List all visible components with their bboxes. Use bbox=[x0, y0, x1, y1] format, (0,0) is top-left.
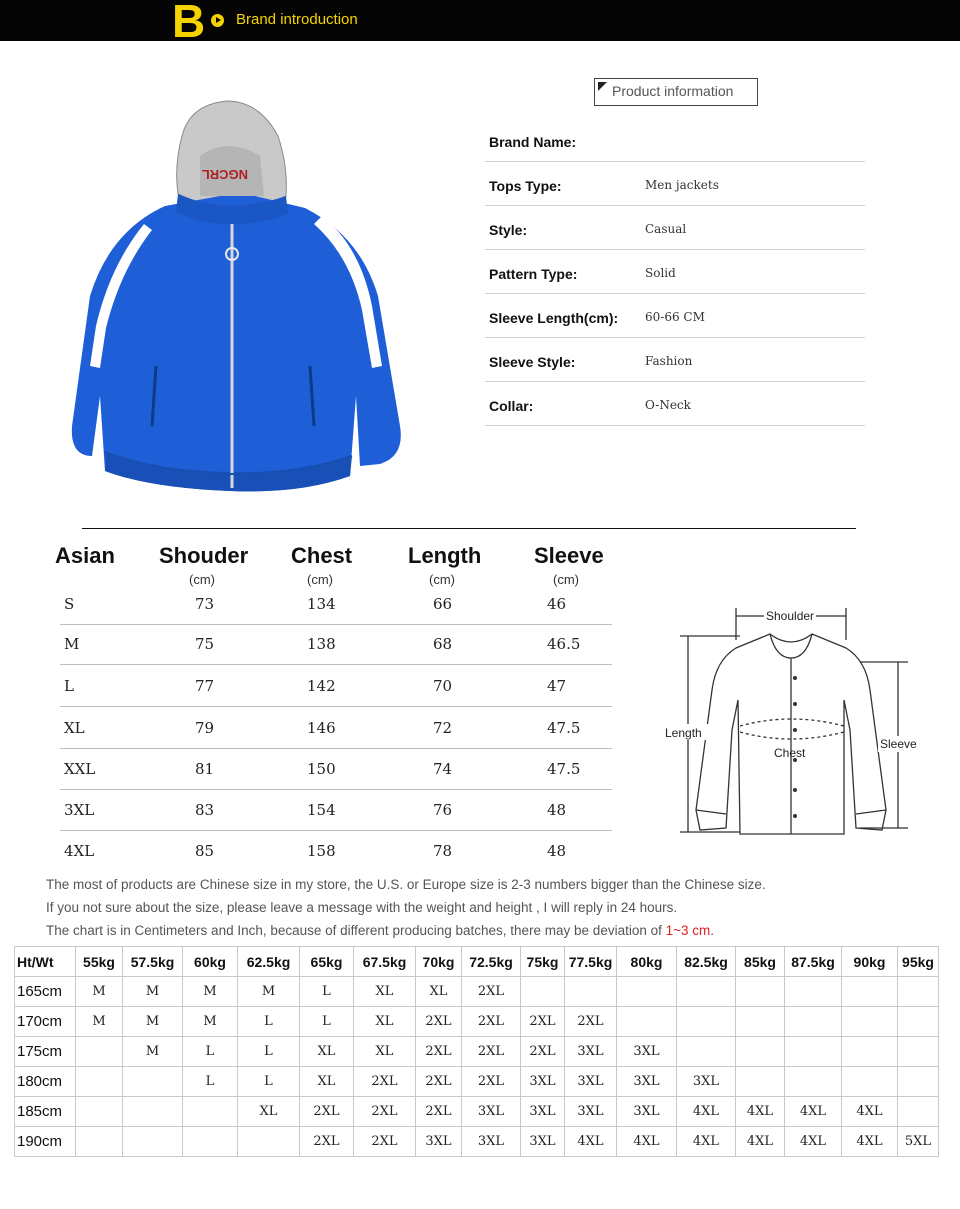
size-cell: 4XL bbox=[842, 1127, 898, 1157]
size-cell: 4XL bbox=[785, 1097, 842, 1127]
size-value: 73 bbox=[195, 595, 215, 613]
size-cell bbox=[736, 1037, 785, 1067]
size-cell: 2XL bbox=[521, 1037, 565, 1067]
size-cell: 3XL bbox=[416, 1127, 462, 1157]
size-cell: XL bbox=[354, 1037, 416, 1067]
weight-header: 90kg bbox=[842, 947, 898, 977]
weight-header: 72.5kg bbox=[462, 947, 521, 977]
size-cell: M bbox=[76, 1007, 123, 1037]
size-unit: (cm) bbox=[429, 572, 455, 587]
size-cell bbox=[521, 977, 565, 1007]
size-cell bbox=[842, 1007, 898, 1037]
size-cell: L bbox=[238, 1037, 300, 1067]
spec-row bbox=[485, 294, 865, 338]
weight-header: 67.5kg bbox=[354, 947, 416, 977]
spec-row bbox=[485, 338, 865, 382]
size-row bbox=[60, 749, 612, 790]
size-cell: 4XL bbox=[677, 1127, 736, 1157]
size-cell: 4XL bbox=[736, 1127, 785, 1157]
spec-value: Casual bbox=[645, 222, 687, 236]
size-value: 70 bbox=[433, 677, 453, 695]
height-label: 165cm bbox=[15, 977, 76, 1007]
size-label: 3XL bbox=[64, 801, 95, 819]
size-value: 46 bbox=[547, 595, 567, 613]
spec-value: Men jackets bbox=[645, 178, 719, 192]
size-value: 146 bbox=[307, 719, 336, 737]
size-cell: 3XL bbox=[565, 1067, 617, 1097]
size-cell: 4XL bbox=[842, 1097, 898, 1127]
header-letter: B bbox=[172, 0, 206, 47]
size-cell: M bbox=[183, 977, 238, 1007]
size-header-chest: Chest bbox=[291, 543, 353, 568]
size-value: 142 bbox=[307, 677, 336, 695]
size-value: 46.5 bbox=[547, 635, 581, 653]
size-value: 68 bbox=[433, 635, 453, 653]
product-info-title bbox=[594, 78, 758, 106]
size-header-length: Length bbox=[408, 543, 482, 568]
size-cell bbox=[898, 1007, 939, 1037]
table-row bbox=[15, 1127, 939, 1157]
size-row bbox=[60, 831, 612, 872]
size-cell bbox=[785, 1007, 842, 1037]
size-cell: 3XL bbox=[565, 1097, 617, 1127]
size-value: 74 bbox=[433, 760, 453, 778]
size-cell bbox=[736, 1007, 785, 1037]
note-line-3 bbox=[46, 923, 714, 938]
size-cell bbox=[898, 1037, 939, 1067]
table-row bbox=[15, 1007, 939, 1037]
diagram-label-sleeve: Sleeve bbox=[880, 737, 917, 751]
weight-header: 57.5kg bbox=[123, 947, 183, 977]
table-row bbox=[15, 1067, 939, 1097]
size-label: XL bbox=[64, 719, 85, 737]
spec-key: Pattern Type: bbox=[489, 266, 578, 282]
size-cell bbox=[785, 977, 842, 1007]
spec-row bbox=[485, 250, 865, 294]
size-cell: 3XL bbox=[521, 1097, 565, 1127]
spec-row bbox=[485, 206, 865, 250]
spec-value: 60-66 CM bbox=[645, 310, 705, 324]
spec-key: Tops Type: bbox=[489, 178, 562, 194]
size-unit: (cm) bbox=[189, 572, 215, 587]
size-cell: 2XL bbox=[416, 1037, 462, 1067]
size-value: 47.5 bbox=[547, 719, 581, 737]
size-cell: 2XL bbox=[521, 1007, 565, 1037]
spec-value: O-Neck bbox=[645, 398, 691, 412]
size-cell bbox=[183, 1127, 238, 1157]
size-cell bbox=[898, 1067, 939, 1097]
size-cell bbox=[677, 1007, 736, 1037]
size-cell: L bbox=[300, 977, 354, 1007]
weight-header: 70kg bbox=[416, 947, 462, 977]
spec-row bbox=[485, 162, 865, 206]
size-cell: 2XL bbox=[416, 1097, 462, 1127]
weight-header: 87.5kg bbox=[785, 947, 842, 977]
note-line-2: If you not sure about the size, please leave a message with the weight and height , I will reply in 24 hours. bbox=[46, 900, 678, 915]
table-header-row bbox=[15, 947, 939, 977]
size-cell bbox=[898, 977, 939, 1007]
size-value: 79 bbox=[195, 719, 215, 737]
play-icon bbox=[211, 14, 224, 27]
size-value: 81 bbox=[195, 760, 215, 778]
weight-header: 82.5kg bbox=[677, 947, 736, 977]
size-value: 150 bbox=[307, 760, 336, 778]
section-divider bbox=[82, 528, 856, 529]
diagram-label-shoulder: Shoulder bbox=[766, 609, 815, 623]
height-label: 185cm bbox=[15, 1097, 76, 1127]
size-value: 47.5 bbox=[547, 760, 581, 778]
spec-row bbox=[485, 382, 865, 426]
size-value: 47 bbox=[547, 677, 567, 695]
size-cell: 5XL bbox=[898, 1127, 939, 1157]
height-weight-table bbox=[14, 946, 939, 1157]
weight-header: 80kg bbox=[617, 947, 677, 977]
size-cell: 2XL bbox=[300, 1127, 354, 1157]
weight-header: 85kg bbox=[736, 947, 785, 977]
size-cell: M bbox=[76, 977, 123, 1007]
size-cell: 4XL bbox=[617, 1127, 677, 1157]
size-cell: L bbox=[183, 1037, 238, 1067]
size-cell: L bbox=[238, 1067, 300, 1097]
diagram-label-chest: Chest bbox=[774, 746, 806, 760]
table-corner-cell: Ht/Wt bbox=[15, 947, 76, 977]
size-label: M bbox=[64, 635, 80, 653]
header-bar bbox=[0, 0, 960, 47]
size-cell: 3XL bbox=[565, 1037, 617, 1067]
size-cell: 4XL bbox=[565, 1127, 617, 1157]
size-cell: 2XL bbox=[300, 1097, 354, 1127]
weight-header: 62.5kg bbox=[238, 947, 300, 977]
size-unit: (cm) bbox=[553, 572, 579, 587]
size-cell bbox=[123, 1127, 183, 1157]
size-cell: 3XL bbox=[617, 1067, 677, 1097]
size-cell bbox=[842, 977, 898, 1007]
size-row bbox=[60, 790, 612, 831]
corner-mark-icon bbox=[598, 82, 607, 91]
size-label: S bbox=[64, 595, 75, 613]
size-cell bbox=[617, 1007, 677, 1037]
size-cell bbox=[76, 1067, 123, 1097]
size-cell bbox=[785, 1067, 842, 1097]
note-deviation: 1~3 cm bbox=[665, 923, 711, 938]
spec-value: Solid bbox=[645, 266, 676, 280]
size-header-sleeve: Sleeve bbox=[534, 543, 604, 568]
weight-header: 75kg bbox=[521, 947, 565, 977]
size-cell: 2XL bbox=[462, 1067, 521, 1097]
size-cell bbox=[238, 1127, 300, 1157]
size-cell bbox=[842, 1037, 898, 1067]
table-row bbox=[15, 1037, 939, 1067]
size-value: 138 bbox=[307, 635, 336, 653]
size-cell: 2XL bbox=[462, 1007, 521, 1037]
size-value: 48 bbox=[547, 842, 567, 860]
spec-key: Style: bbox=[489, 222, 528, 238]
size-cell: L bbox=[183, 1067, 238, 1097]
size-cell: 3XL bbox=[617, 1037, 677, 1067]
size-value: 134 bbox=[307, 595, 336, 613]
height-label: 180cm bbox=[15, 1067, 76, 1097]
note-line-3-end: . bbox=[710, 923, 715, 938]
size-cell bbox=[677, 1037, 736, 1067]
table-row bbox=[15, 1097, 939, 1127]
weight-header: 77.5kg bbox=[565, 947, 617, 977]
weight-header: 95kg bbox=[898, 947, 939, 977]
weight-header: 55kg bbox=[76, 947, 123, 977]
size-cell bbox=[677, 977, 736, 1007]
size-cell bbox=[736, 1067, 785, 1097]
spec-key: Sleeve Length(cm): bbox=[489, 310, 619, 326]
size-value: 85 bbox=[195, 842, 215, 860]
size-cell: XL bbox=[354, 1007, 416, 1037]
size-cell: 3XL bbox=[521, 1127, 565, 1157]
spec-row bbox=[485, 118, 865, 162]
size-cell: 4XL bbox=[677, 1097, 736, 1127]
product-image bbox=[60, 96, 410, 500]
height-label: 175cm bbox=[15, 1037, 76, 1067]
size-value: 78 bbox=[433, 842, 453, 860]
spec-key: Sleeve Style: bbox=[489, 354, 576, 370]
size-value: 154 bbox=[307, 801, 336, 819]
size-cell bbox=[898, 1097, 939, 1127]
size-header-asian: Asian bbox=[55, 543, 115, 568]
size-cell: 2XL bbox=[354, 1097, 416, 1127]
size-row bbox=[60, 624, 612, 665]
size-value: 76 bbox=[433, 801, 453, 819]
size-cell bbox=[785, 1037, 842, 1067]
size-cell: L bbox=[238, 1007, 300, 1037]
size-cell: L bbox=[300, 1007, 354, 1037]
size-cell: XL bbox=[354, 977, 416, 1007]
size-row bbox=[60, 708, 612, 749]
header-title: Brand introduction bbox=[236, 11, 358, 28]
size-value: 83 bbox=[195, 801, 215, 819]
size-cell bbox=[617, 977, 677, 1007]
size-cell: 2XL bbox=[416, 1007, 462, 1037]
size-value: 66 bbox=[433, 595, 453, 613]
weight-header: 60kg bbox=[183, 947, 238, 977]
size-row bbox=[60, 666, 612, 707]
size-cell: XL bbox=[416, 977, 462, 1007]
spec-value: Fashion bbox=[645, 354, 693, 368]
height-label: 170cm bbox=[15, 1007, 76, 1037]
size-cell: 2XL bbox=[565, 1007, 617, 1037]
size-value: 72 bbox=[433, 719, 453, 737]
weight-header: 65kg bbox=[300, 947, 354, 977]
size-cell: 2XL bbox=[354, 1067, 416, 1097]
size-cell: 4XL bbox=[736, 1097, 785, 1127]
size-cell: M bbox=[123, 1037, 183, 1067]
size-cell: XL bbox=[238, 1097, 300, 1127]
size-value: 75 bbox=[195, 635, 215, 653]
note-line-3-text: The chart is in Centimeters and Inch, because of different producing batches, there may be deviation of bbox=[46, 923, 666, 938]
size-cell: XL bbox=[300, 1067, 354, 1097]
size-cell bbox=[76, 1097, 123, 1127]
table-row bbox=[15, 977, 939, 1007]
spec-table bbox=[485, 118, 865, 426]
size-label: XXL bbox=[64, 760, 96, 778]
size-cell: 3XL bbox=[462, 1127, 521, 1157]
size-cell: XL bbox=[300, 1037, 354, 1067]
size-cell: 3XL bbox=[462, 1097, 521, 1127]
size-cell bbox=[123, 1067, 183, 1097]
height-label: 190cm bbox=[15, 1127, 76, 1157]
size-cell: M bbox=[238, 977, 300, 1007]
size-cell: 2XL bbox=[354, 1127, 416, 1157]
size-cell: 3XL bbox=[617, 1097, 677, 1127]
size-cell bbox=[736, 977, 785, 1007]
note-line-1: The most of products are Chinese size in my store, the U.S. or Europe size is 2-3 numbers bigger than the Chinese size. bbox=[46, 877, 766, 892]
size-cell: 2XL bbox=[416, 1067, 462, 1097]
size-unit: (cm) bbox=[307, 572, 333, 587]
size-value: 77 bbox=[195, 677, 215, 695]
size-cell: 4XL bbox=[785, 1127, 842, 1157]
size-value: 48 bbox=[547, 801, 567, 819]
size-cell: 3XL bbox=[521, 1067, 565, 1097]
size-cell: 2XL bbox=[462, 1037, 521, 1067]
size-cell: M bbox=[183, 1007, 238, 1037]
size-cell: M bbox=[123, 977, 183, 1007]
diagram-label-length: Length bbox=[665, 726, 702, 740]
product-info-title-text: Product information bbox=[612, 83, 734, 99]
size-cell bbox=[842, 1067, 898, 1097]
size-cell: M bbox=[123, 1007, 183, 1037]
size-cell bbox=[565, 977, 617, 1007]
size-cell bbox=[76, 1127, 123, 1157]
size-label: 4XL bbox=[64, 842, 95, 860]
hood-print: NGCRL bbox=[201, 167, 248, 182]
size-cell bbox=[76, 1037, 123, 1067]
size-cell: 2XL bbox=[462, 977, 521, 1007]
size-cell bbox=[123, 1097, 183, 1127]
size-row bbox=[60, 584, 612, 625]
measurement-diagram bbox=[660, 600, 930, 845]
size-value: 158 bbox=[307, 842, 336, 860]
spec-key: Brand Name: bbox=[489, 134, 577, 150]
size-cell: 3XL bbox=[677, 1067, 736, 1097]
spec-key: Collar: bbox=[489, 398, 534, 414]
size-cell bbox=[183, 1097, 238, 1127]
size-label: L bbox=[64, 677, 74, 695]
size-header-shoulder: Shouder bbox=[159, 543, 249, 568]
